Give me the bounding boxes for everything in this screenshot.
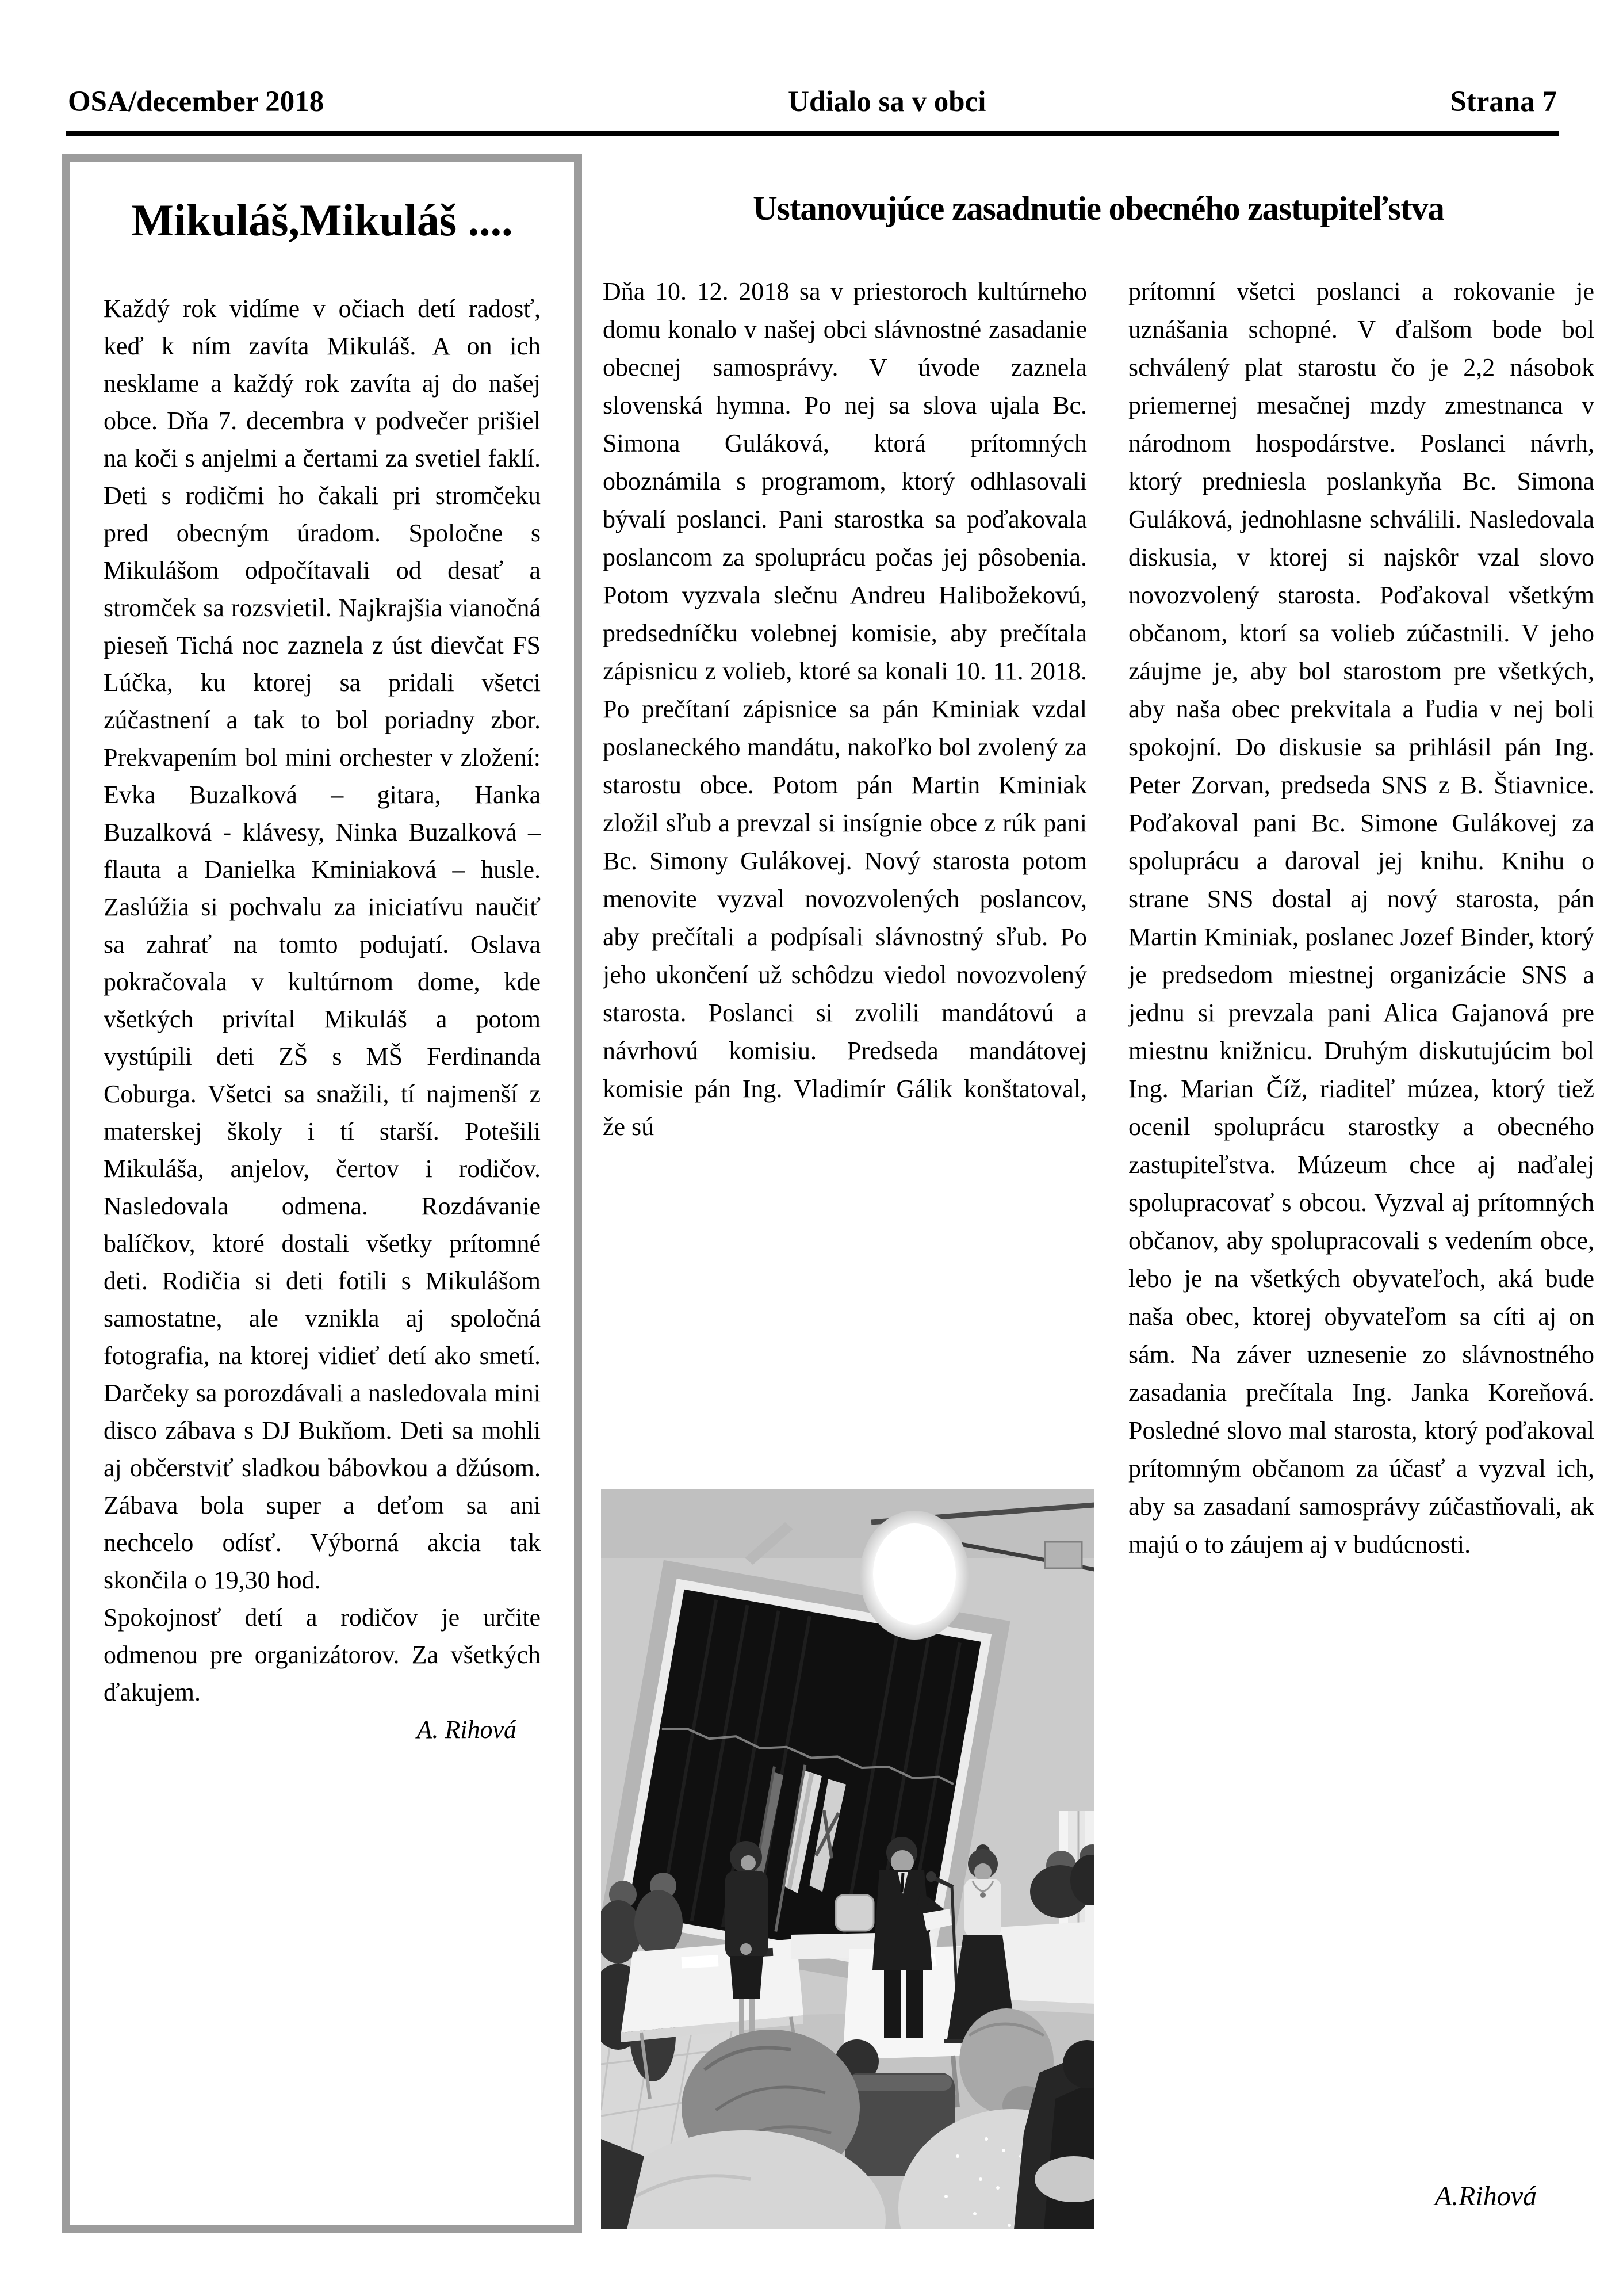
left-article-paragraph: Spokojnosť detí a rodičov je určite odmenou pre organizátorov. Za všetkých ďakujem. [104, 1603, 541, 1706]
header-section-title: Udialo sa v obci [788, 86, 986, 118]
left-article-box [62, 154, 582, 2233]
header-rule [66, 131, 1559, 136]
page-header [68, 85, 1557, 119]
header-issue: OSA/december 2018 [68, 86, 324, 118]
left-article-paragraph: Každý rok vidíme v očiach detí radosť, keď k ním zavíta Mikuláš. A on ich nesklame a každý rok zavíta aj do našej obce. Dňa 7. decembra v podvečer prišiel na koči s anjelmi a čertami za svetiel faklí. Deti s rodičmi ho čakali pri stromčeku pred obecným úradom. Spoločne s Mikulášom odpočítavali od desať a stromček sa rozsvietil. Najkrajšia vianočná pieseň Tichá noc zaznela z úst dievčat FS Lúčka, ku ktorej sa pridali všetci zúčastnení a tak to bol poriadny zbor. Prekvapením bol mini orchester v zložení: Evka Buzalková – gitara, Hanka Buzalková - klávesy, Ninka Buzalková – flauta a Danielka Kminiaková – husle. Zaslúžia si pochvalu za iniciatívu naučiť sa zahrať na tomto podujatí. Oslava pokračovala v kultúrnom dome, kde všetkých privítal Mikuláš a potom vystúpili deti ZŠ s MŠ Ferdinanda Coburga. Všetci sa snažili, tí najmenší z materskej školy i tí starší. Potešili Mikuláša, anjelov, čertov i rodičov. Nasledovala odmena. Rozdávanie balíčkov, ktoré dostali všetky prítomné deti. Rodičia si deti fotili s Mikulášom samostatne, ale vznikla aj spoločná fotografia, na ktorej vidieť detí ako smetí. Darčeky sa porozdávali a nasledovala mini disco zábava s DJ Bukňom. Deti sa mohli aj občerstviť sladkou bábovkou a džúsom. Zábava bola super a deťom sa ani nechcelo odísť. Výborná akcia tak skončila o 19,30 hod. [104, 294, 541, 1594]
assembly-photo [601, 1489, 1094, 2229]
main-article-headline: Ustanovujúce zasadnutie obecného zastupiteľstva [753, 189, 1444, 227]
main-article-signature: A.Rihová [1434, 2181, 1537, 2211]
main-article-column-2: prítomní všetci poslanci a rokovanie je uznášania schopné. V ďalšom bode bol schválený plat starostu čo je 2,2 násobok priemernej mesačnej mzdy zmestnanca v národnom hospodárstve. Poslanci návrh, ktorý predniesla poslankyňa Bc. Simona Guláková, jednohlasne schválili. Nasledovala diskusia, v ktorej si najskôr vzal slovo novozvolený starosta. Poďakoval všetkým občanom, ktorí sa volieb zúčastnili. V jeho záujme je, aby bol starostom pre všetkých, aby naša obec prekvitala a ľudia v nej boli spokojní. Do diskusie sa prihlásil pán Ing. Peter Zorvan, predseda SNS z B. Štiavnice. Poďakoval pani Bc. Simone Gulákovej za spoluprácu a daroval jej knihu. Knihu o strane SNS dostal aj nový starosta, pán Martin Kminiak, poslanec Jozef Binder, ktorý je predsedom miestnej organizácie SNS a jednu si prevzala pani Alica Gajanová pre miestnu knižnicu. Druhým diskutujúcim bol Ing. Marian Číž, riaditeľ múzea, ktorý tiež ocenil spoluprácu starostky a obecného zastupiteľstva. Múzeum chce aj naďalej spolupracovať s obcou. Vyzval aj prítomných občanov, aby spolupracovali s vedením obce, lebo je na všetkých obyvateľoch, aká bude naša obec, ktorej obyvateľom sa cíti aj on sám. Na záver uznesenie zo slávnostného zasadania prečítala Ing. Janka Koreňová. Posledné slovo mal starosta, ktorý poďakoval prítomným občanom za účasť a vyzval ich, aby sa zasadaní samosprávy zúčastňovali, ak majú o to záujem aj v budúcnosti. [1128, 277, 1594, 1558]
main-article-column-1: Dňa 10. 12. 2018 sa v priestoroch kultúrneho domu konalo v našej obci slávnostné zasadanie obecnej samosprávy. V úvode zaznela slovenská hymna. Po nej sa slova ujala Bc. Simona Guláková, ktorá prítomných oboznámila s programom, ktorý odhlasovali bývalí poslanci. Pani starostka sa poďakovala poslancom za spoluprácu počas jej pôsobenia. Potom vyzvala slečnu Andreu Halibožekovú, predsedníčku volebnej komisie, aby prečítala zápisnicu z volieb, ktoré sa konali 10. 11. 2018. Po prečítaní zápisnice sa pán Kminiak vzdal poslaneckého mandátu, nakoľko bol zvolený za starostu obce. Potom pán Martin Kminiak zložil sľub a prevzal si insígnie obce z rúk pani Bc. Simony Gulákovej. Nový starosta potom menovite vyzval novozvolených poslancov, aby prečítali a podpísali slávnostný sľub. Po jeho ukončení už schôdzu viedol novozvolený starosta. Poslanci si zvolili mandátovú a návrhovú komisiu. Predseda mandátovej komisie pán Ing. Vladimír Gálik konštatoval, že sú [603, 277, 1087, 1141]
header-page-number: Strana 7 [1450, 86, 1557, 118]
left-article-signature: A. Rihová [416, 1715, 516, 1744]
left-article-title: Mikuláš,Mikuláš .... [131, 195, 513, 245]
assembly-photo-graphic [601, 1489, 1094, 2229]
